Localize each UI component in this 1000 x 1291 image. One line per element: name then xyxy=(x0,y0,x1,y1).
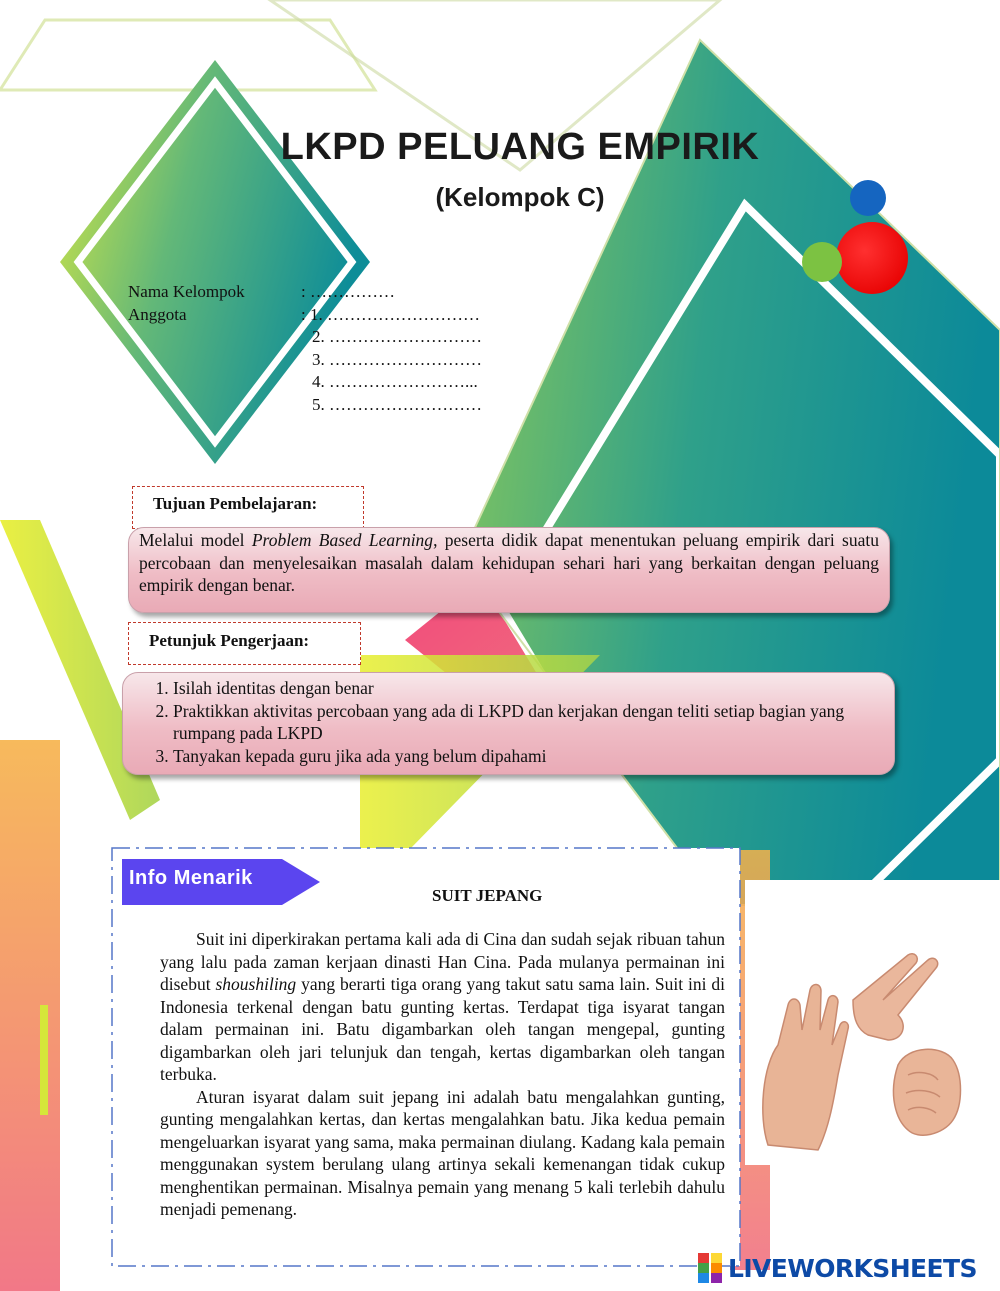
member-field-5[interactable]: 5. ……………………… xyxy=(312,394,482,414)
objective-model-name: Problem Based Learning xyxy=(251,530,434,550)
group-name-label: Nama Kelompok xyxy=(128,282,245,301)
objective-box xyxy=(128,527,890,613)
objective-text-end: , peserta didik dapat menentukan peluang empirik dari suatu percobaan dan menyelesaikan masalah dalam kehidupan sehari hari yang berkaitan dengan peluang empirik dengan benar. xyxy=(139,530,879,595)
instructions-box xyxy=(122,672,895,775)
instructions-list xyxy=(153,677,864,767)
story-term: shoushiling xyxy=(215,974,297,994)
group-name-field[interactable]: : …………… xyxy=(301,282,395,301)
brand-logo xyxy=(698,1250,977,1286)
story-paragraph-1: Suit ini diperkirakan pertama kali ada di Cina dan sudah sejak ribuan tahun yang lalu pada zaman kerjaan dinasti Han Cina. Pada mulanya permainan ini disebut shoushiling yang berarti tiga orang yang takut satu sama lain. Suit ini di Indonesia terkenal dengan batu gunting kertas. Terdapat tiga isyarat tangan dalam permainan ini. Batu digambarkan oleh tangan mengepal, gunting digambarkan oleh jari telunjuk dan tengah, kertas digambarkan oleh tangan terbuka. xyxy=(160,929,725,1084)
story-paragraph-2: Aturan isyarat dalam suit jepang ini adalah batu mengalahkan gunting, gunting mengalahkan kertas, dan kertas mengalahkan batu. Jika kedua pemain mengeluarkan isyarat yang sama, maka permainan diulang. Kadang kala pemain menggunakan system berulang ulang artinya sekali kemenangan tidak cukup menghentikan permainan. Misalnya pemain yang menang 5 kali terlebih dahulu menjadi pemenang. xyxy=(160,1086,725,1219)
member-field-4[interactable]: 4. ……………………... xyxy=(312,372,478,391)
brand-name: LIVEWORKSHEETS xyxy=(728,1253,977,1283)
instruction-item: 1. Isilah identitas dengan benar xyxy=(173,677,864,700)
objective-heading: Tujuan Pembelajaran: xyxy=(132,486,364,529)
page-subtitle: (Kelompok C) xyxy=(435,182,605,212)
instruction-item: 2. Praktikkan aktivitas percobaan yang ada di LKPD dan kerjakan dengan teliti setiap bagian yang rumpang pada LKPD xyxy=(173,700,864,745)
member-field-1[interactable]: : 1. ……………………… xyxy=(301,304,480,324)
story-title: SUIT JEPANG xyxy=(432,886,543,905)
info-tag-label: Info Menarik xyxy=(129,867,253,889)
members-label: Anggota xyxy=(128,304,187,324)
hand-gestures-image xyxy=(758,945,968,1155)
objective-text-start: Melalui model xyxy=(139,530,252,550)
member-field-2[interactable]: 2. ……………………… xyxy=(312,327,482,346)
instructions-heading: Petunjuk Pengerjaan: xyxy=(128,622,361,665)
story-text xyxy=(160,928,725,1221)
instruction-item: 3. Tanyakan kepada guru jika ada yang belum dipahami xyxy=(173,745,864,768)
page-title: LKPD PELUANG EMPIRIK xyxy=(280,126,760,168)
brand-icon xyxy=(698,1251,724,1285)
identity-section xyxy=(128,281,482,416)
member-field-3[interactable]: 3. ……………………… xyxy=(312,349,482,369)
